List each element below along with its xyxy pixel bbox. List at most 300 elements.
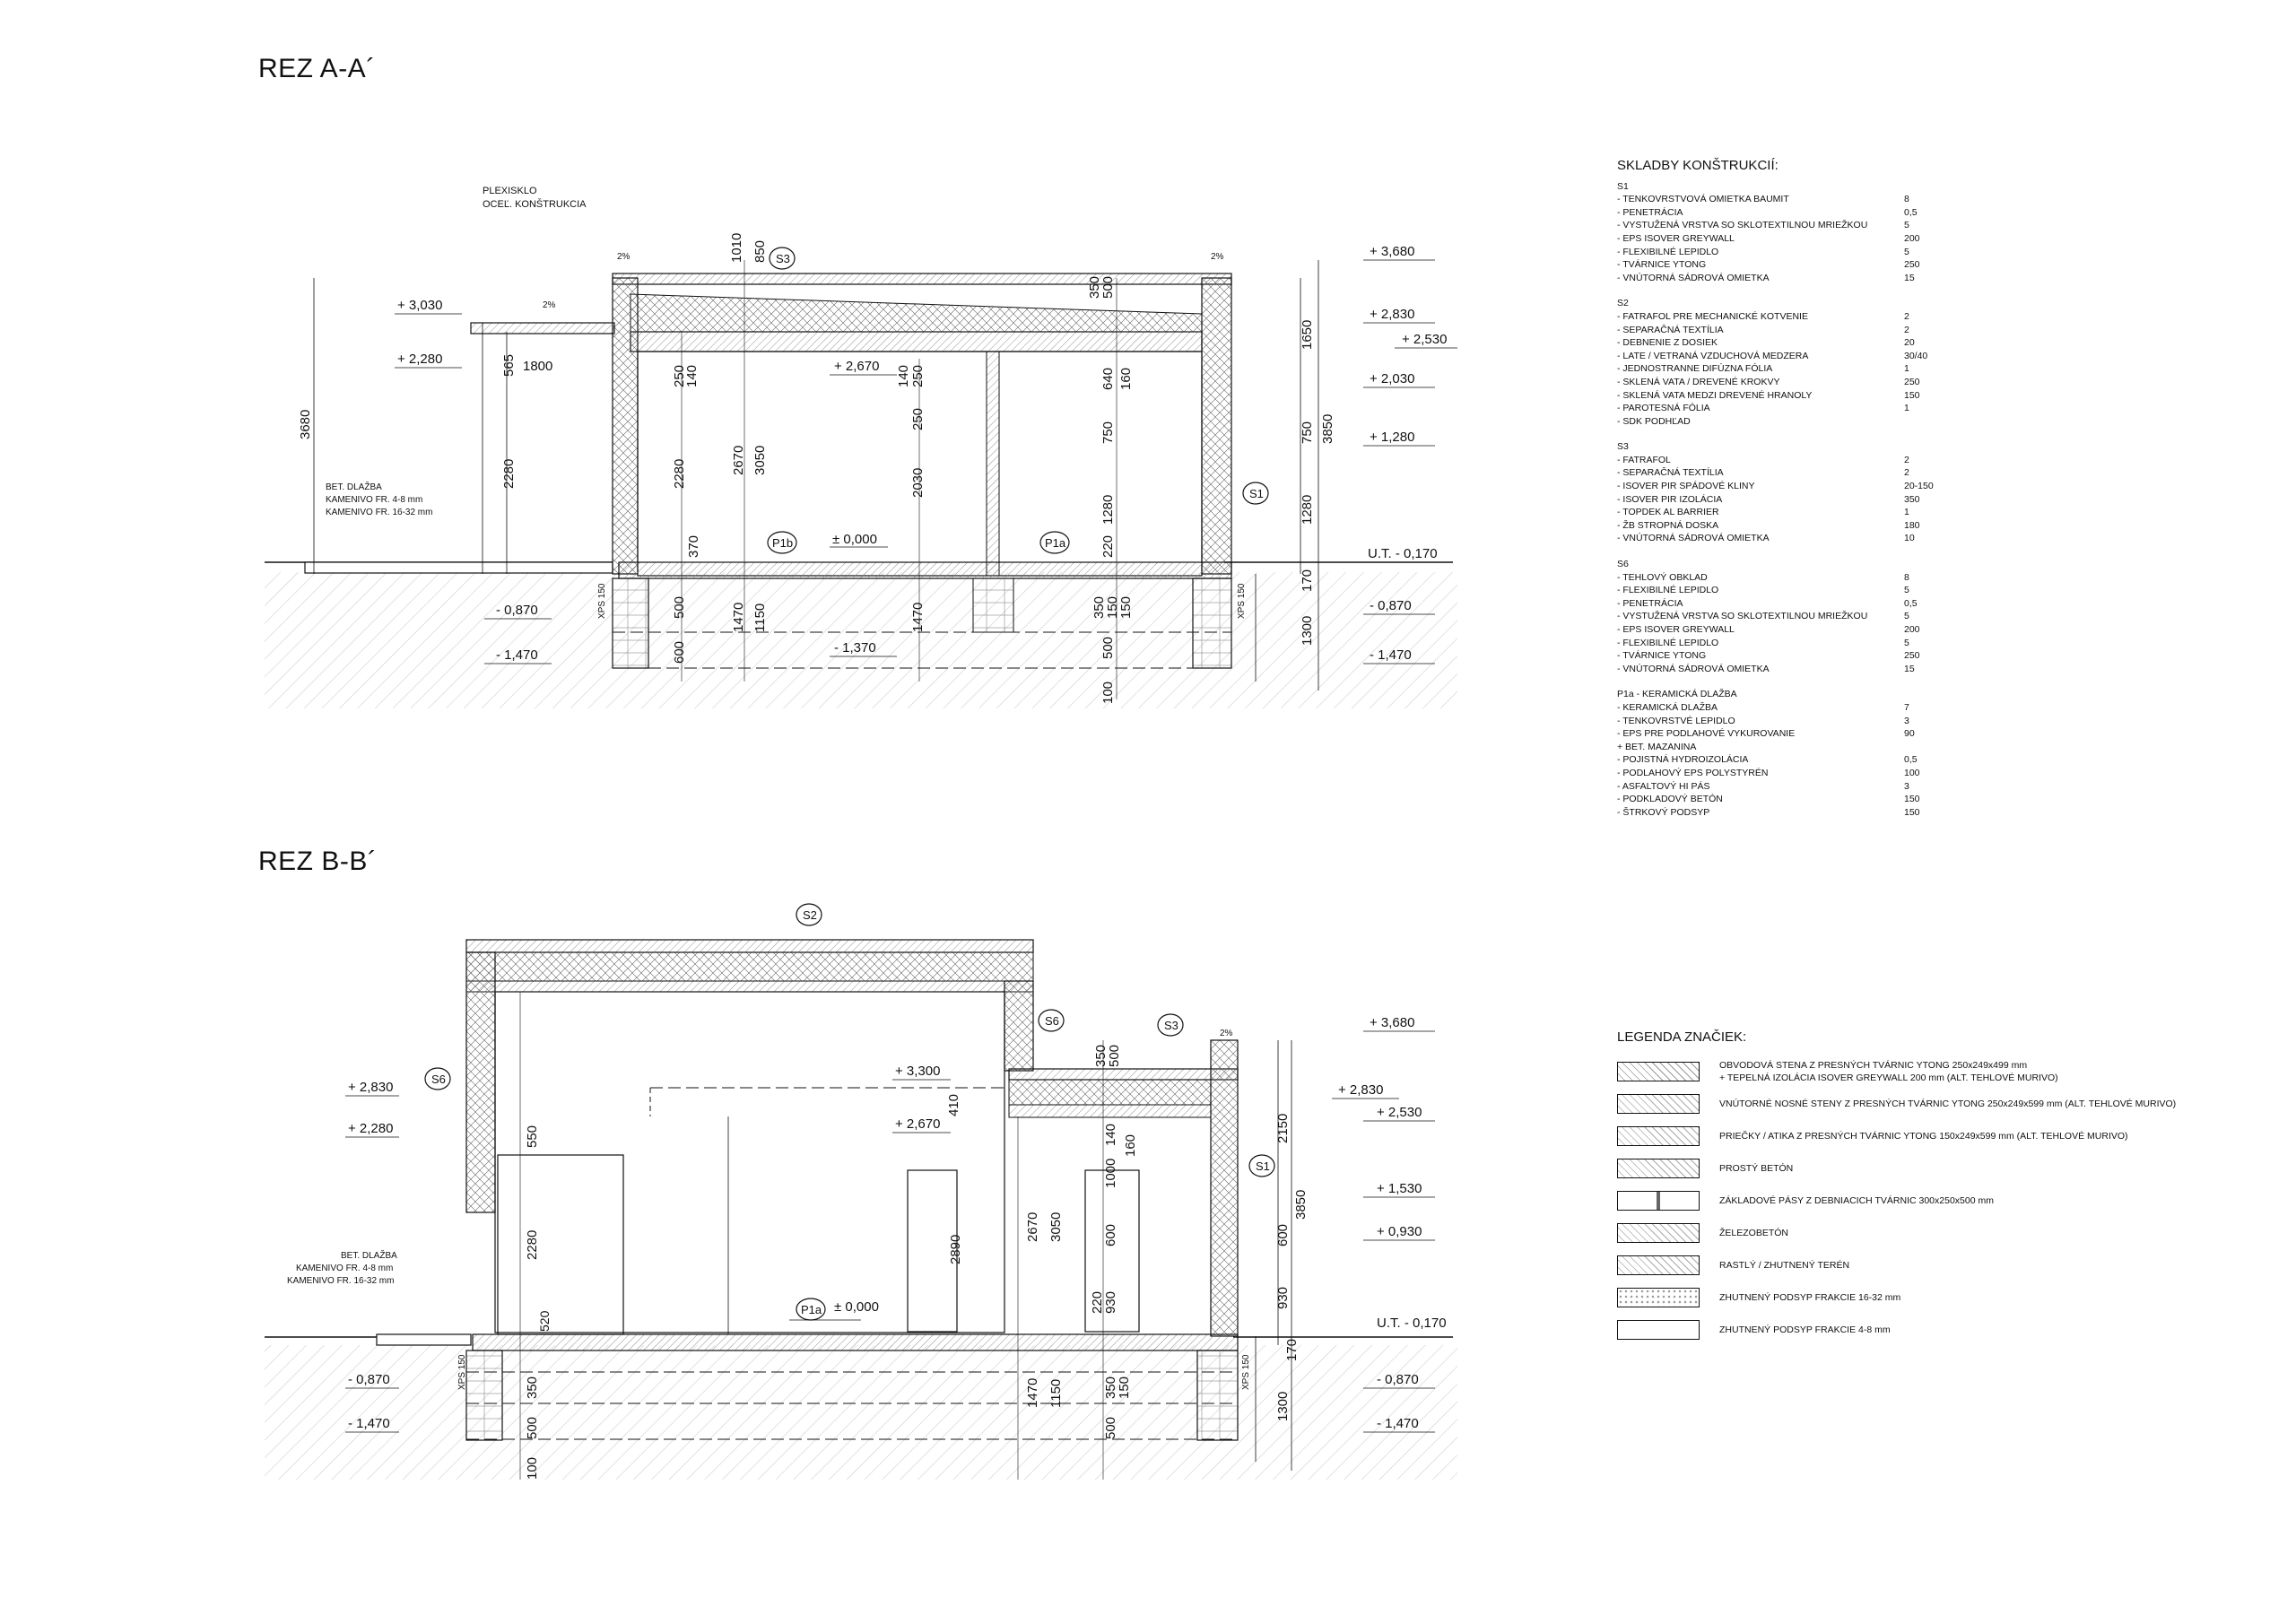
section-b-tag-p1a: P1a (801, 1303, 822, 1316)
schedule-thickness (1904, 741, 1940, 754)
schedule-layer: - PENETRÁCIA (1617, 206, 1683, 218)
legend-label-line1: VNÚTORNÉ NOSNÉ STENY Z PRESNÝCH TVÁRNIC YTONG 250x249x599 mm (ALT. TEHLOVÉ MURIVO) (1719, 1099, 2177, 1109)
legend-swatch (1617, 1159, 1700, 1178)
section-b-xps-right: XPS 150 (1241, 1354, 1251, 1390)
legend-swatch (1617, 1223, 1700, 1243)
section-a-dim-160: 160 (1118, 367, 1134, 390)
section-b-dim-410: 410 (946, 1093, 961, 1116)
section-a-dim-350b: 350 (1091, 595, 1107, 619)
schedule-layer: - TENKOVRSTVÉ LEPIDLO (1617, 715, 1735, 726)
schedule-row (1617, 727, 1940, 741)
schedule-layer: - ŠTRKOVÝ PODSYP (1617, 806, 1710, 818)
legend-heading: LEGENDA ZNAČIEK: (1617, 1029, 1747, 1045)
section-a-dim-370: 370 (686, 534, 701, 558)
section-a-dim-2670: 2670 (731, 445, 746, 475)
section-a-zero: ± 0,000 (832, 532, 877, 547)
legend-label-line1: RASTLÝ / ZHUTNENÝ TERÉN (1719, 1260, 1850, 1271)
section-a-dim-1280b: 1280 (1300, 494, 1315, 525)
section-a-tag-p1b: P1b (772, 536, 794, 550)
schedule-layer: - TEHLOVÝ OBKLAD (1617, 571, 1708, 583)
schedule-layer: - SEPARAČNÁ TEXTÍLIA (1617, 467, 1724, 479)
schedule-layer: - DEBNENIE Z DOSIEK (1617, 337, 1718, 349)
section-a-dim-3680: 3680 (298, 409, 313, 439)
section-b-dim-1150: 1150 (1048, 1378, 1064, 1408)
schedule-thickness: 200 (1904, 232, 1920, 244)
section-a-left-wall (613, 278, 638, 574)
schedule-row (1617, 584, 1940, 597)
schedule-layer: - SEPARAČNÁ TEXTÍLIA (1617, 324, 1724, 335)
schedule-layer: - FATRAFOL PRE MECHANICKÉ KOTVENIE (1617, 310, 1808, 322)
legend-swatch (1617, 1094, 1700, 1114)
schedule-thickness: 2 (1904, 454, 1909, 465)
section-a-dim-140a: 140 (684, 364, 700, 387)
schedule-group (1617, 558, 1940, 675)
section-b-dim-550: 550 (525, 1125, 540, 1148)
legend-label-line2: + TEPELNÁ IZOLÁCIA ISOVER GREYWALL 200 mm (ALT. TEHLOVÉ MURIVO) (1719, 1073, 2058, 1083)
section-a-plexisklo: PLEXISKLO (483, 186, 537, 196)
section-b-level-m1: + 2,670 (895, 1116, 941, 1132)
section-b-dim-160: 160 (1123, 1133, 1138, 1157)
schedule-group-name: P1a - KERAMICKÁ DLAŽBA (1617, 689, 1737, 700)
legend-swatch (1617, 1062, 1700, 1081)
legend-label (1719, 1162, 1793, 1175)
schedule-group (1617, 688, 1940, 819)
schedule-layer: + BET. MAZANINA (1617, 741, 1697, 752)
section-b-xps-left: XPS 150 (457, 1354, 467, 1390)
section-a-level-r0: + 3,680 (1370, 244, 1415, 259)
legend-item (1617, 1185, 2176, 1217)
schedule-layer: - SKLENÁ VATA / DREVENÉ KROKVY (1617, 376, 1780, 387)
schedule-row (1617, 454, 1940, 467)
schedule-thickness: 200 (1904, 624, 1920, 635)
section-a-drawing (265, 248, 1457, 708)
schedule-thickness: 1 (1904, 363, 1909, 375)
section-b-left-wall (466, 952, 495, 1212)
schedule-thickness (1904, 415, 1940, 429)
section-a-level-l2: - 0,870 (496, 603, 538, 618)
schedule-row (1617, 206, 1940, 220)
section-b-level-r0: + 3,680 (1370, 1015, 1415, 1030)
schedule-layer: - FLEXIBILNÉ LEPIDLO (1617, 585, 1719, 596)
section-a-dim-3050: 3050 (752, 445, 768, 475)
legend-label (1719, 1227, 1788, 1239)
schedule-thickness: 8 (1904, 194, 1909, 205)
legend-label-line1: OBVODOVÁ STENA Z PRESNÝCH TVÁRNIC YTONG 250x249x499 mm (1719, 1060, 2028, 1071)
schedule-layer: - TVÁRNICE YTONG (1617, 259, 1707, 271)
legend-item (1617, 1281, 2176, 1314)
schedule-row (1617, 597, 1940, 611)
section-b-dim-3850: 3850 (1293, 1189, 1309, 1220)
section-a-slope-2: 2% (543, 300, 556, 310)
section-b-zero: ± 0,000 (834, 1299, 879, 1315)
section-b-bet-dlazba: BET. DLAŽBA (341, 1251, 397, 1261)
schedule-thickness: 180 (1904, 519, 1920, 531)
schedule-thickness: 250 (1904, 376, 1920, 387)
section-a-tag-s1: S1 (1249, 487, 1264, 500)
schedule-layer: - PAROTESNÁ FÓLIA (1617, 403, 1710, 414)
legend-label-line1: ŽELEZOBETÓN (1719, 1228, 1789, 1238)
schedule-layer: - ŽB STROPNÁ DOSKA (1617, 519, 1719, 531)
legend-label (1719, 1059, 2058, 1084)
schedule-row (1617, 362, 1940, 376)
section-b-tag-s6b: S6 (1045, 1014, 1059, 1028)
section-a-dim-140b: 140 (896, 364, 911, 387)
legend-label-line1: ZHUTNENÝ PODSYP FRAKCIE 4-8 mm (1719, 1324, 1891, 1335)
legend-item (1617, 1152, 2176, 1185)
schedule-thickness: 250 (1904, 259, 1920, 271)
schedule-thickness: 5 (1904, 585, 1909, 596)
section-a-kamenivo-1632: KAMENIVO FR. 16-32 mm (326, 508, 433, 517)
section-a-level-r5: - 0,870 (1370, 598, 1412, 613)
section-a-level-r3: + 2,030 (1370, 371, 1415, 386)
section-b-tag-s2: S2 (803, 908, 817, 922)
section-a-slope-3: 2% (1211, 252, 1224, 262)
section-a-roof-deck (613, 274, 1231, 284)
schedule-thickness: 5 (1904, 637, 1909, 648)
section-b-level-r6: - 1,470 (1377, 1416, 1419, 1431)
schedule-thickness: 3 (1904, 780, 1909, 792)
section-a-tag-p1a: P1a (1045, 536, 1066, 550)
section-b-dim-3050: 3050 (1048, 1211, 1064, 1242)
schedule-layer: - PENETRÁCIA (1617, 597, 1683, 609)
section-a-dim-1800: 1800 (523, 359, 553, 374)
schedule-group (1617, 440, 1940, 545)
section-b-kamenivo-48: KAMENIVO FR. 4-8 mm (296, 1264, 394, 1273)
schedule-thickness: 7 (1904, 701, 1909, 713)
schedule-row (1617, 493, 1940, 507)
schedule-group-name: S1 (1617, 180, 1629, 192)
section-b-dim-500c: 500 (1103, 1416, 1118, 1439)
schedule-row (1617, 246, 1940, 259)
schedule-row (1617, 376, 1940, 389)
section-b-level-l2: - 0,870 (348, 1372, 390, 1387)
legend-item (1617, 1120, 2176, 1152)
section-a-right-wall (1202, 278, 1231, 574)
schedule-layer: - VYSTUŽENÁ VRSTVA SO SKLOTEXTILNOU MRIEŽKOU (1617, 220, 1868, 231)
schedule-thickness: 0,5 (1904, 754, 1918, 766)
section-b-tag-s6a: S6 (431, 1073, 446, 1086)
schedule-thickness: 15 (1904, 272, 1915, 283)
section-b-dim-520: 520 (537, 1310, 552, 1332)
section-b-dim-600a: 600 (1103, 1223, 1118, 1246)
schedule-thickness: 1 (1904, 403, 1909, 414)
legend-swatch (1617, 1288, 1700, 1307)
section-b-level-m0: + 3,300 (895, 1064, 941, 1079)
schedule-group-name: S3 (1617, 441, 1629, 453)
section-a-level-r4: + 1,280 (1370, 430, 1415, 445)
schedule-row (1617, 806, 1940, 820)
schedule-row (1617, 780, 1940, 794)
schedule-thickness: 350 (1904, 493, 1920, 505)
section-a-dim-100: 100 (1100, 681, 1116, 704)
schedule-thickness: 8 (1904, 571, 1909, 583)
schedule-row (1617, 519, 1940, 533)
schedule-row (1617, 701, 1940, 715)
legend-label (1719, 1324, 1891, 1336)
section-b-dim-2670: 2670 (1025, 1211, 1040, 1242)
schedule-row (1617, 402, 1940, 415)
schedule-row (1617, 649, 1940, 663)
section-a-paving (305, 562, 613, 573)
schedule-group (1617, 297, 1940, 428)
schedule-thickness: 3 (1904, 715, 1909, 726)
legend-item (1617, 1314, 2176, 1346)
section-a-dim-2030: 2030 (910, 467, 926, 498)
schedule-group (1617, 180, 1940, 285)
schedule-thickness: 5 (1904, 611, 1909, 622)
section-b-dim-170: 170 (1284, 1338, 1300, 1361)
section-b-level-l1: + 2,280 (348, 1121, 394, 1136)
schedule-layer: - PODKLADOVÝ BETÓN (1617, 794, 1723, 805)
section-a-dim-565: 565 (501, 353, 517, 377)
schedule-thickness: 15 (1904, 663, 1915, 674)
schedule-row (1617, 610, 1940, 623)
schedule-layer: - VNÚTORNÁ SÁDROVÁ OMIETKA (1617, 533, 1770, 544)
schedule-layer: - ISOVER PIR IZOLÁCIA (1617, 493, 1723, 505)
section-a-ut: U.T. - 0,170 (1368, 546, 1438, 561)
section-a-canopy (471, 323, 614, 334)
section-a-dim-2280b: 2280 (672, 458, 687, 489)
section-a-level-m0: + 2,670 (834, 359, 880, 374)
section-b-slope: 2% (1220, 1029, 1233, 1038)
section-a-kamenivo-48: KAMENIVO FR. 4-8 mm (326, 495, 423, 505)
section-b-tag-s3: S3 (1164, 1019, 1178, 1032)
legend-label (1719, 1259, 1849, 1272)
schedule-row (1617, 193, 1940, 206)
section-a-dim-850: 850 (752, 239, 768, 263)
section-b-level-r1: + 2,830 (1338, 1082, 1384, 1098)
legend-swatch (1617, 1255, 1700, 1275)
schedule-row (1617, 571, 1940, 585)
schedule-layer: - KERAMICKÁ DLAŽBA (1617, 701, 1718, 713)
schedule-row (1617, 637, 1940, 650)
schedule-layer: - LATE / VETRANÁ VZDUCHOVÁ MEDZERA (1617, 350, 1809, 361)
section-b-tag-s1: S1 (1256, 1159, 1270, 1173)
section-a-dim-500b: 500 (672, 595, 687, 619)
schedule-row (1617, 310, 1940, 324)
schedule-thickness: 100 (1904, 767, 1920, 778)
section-a-dim-2280a: 2280 (501, 458, 517, 489)
section-b-level-l3: - 1,470 (348, 1416, 390, 1431)
schedule-layer: - SDK PODHĽAD (1617, 415, 1691, 427)
schedule-layer: - ASFALTOVÝ HI PÁS (1617, 780, 1710, 792)
section-a-dim-150a: 150 (1105, 595, 1120, 619)
section-a-level-l1: + 2,280 (397, 352, 443, 367)
schedule-layer: - FATRAFOL (1617, 454, 1671, 465)
schedule-row (1617, 219, 1940, 232)
schedule-layer: - FLEXIBILNÉ LEPIDLO (1617, 637, 1719, 648)
schedule-layer: - TVÁRNICE YTONG (1617, 650, 1707, 662)
schedule-layer: - EPS PRE PODLAHOVÉ VYKUROVANIE (1617, 728, 1796, 740)
section-a-dim-1280a: 1280 (1100, 494, 1116, 525)
legend-label (1719, 1098, 2176, 1110)
section-b-dim-930b: 930 (1275, 1286, 1291, 1309)
section-b-dim-350c: 350 (1103, 1376, 1118, 1399)
section-b-level-r2: + 2,530 (1377, 1105, 1422, 1120)
section-a-floor-slab (619, 562, 1231, 578)
schedule-thickness: 2 (1904, 310, 1909, 322)
schedule-thickness: 150 (1904, 389, 1920, 401)
schedule-row (1617, 350, 1940, 363)
schedule-thickness: 150 (1904, 794, 1920, 805)
legend (1617, 1029, 2176, 1346)
section-b-dim-500b: 500 (525, 1416, 540, 1439)
legend-swatch (1617, 1126, 1700, 1146)
section-a-level-m1: - 1,370 (834, 640, 876, 656)
section-b-roof-deck (466, 940, 1033, 952)
section-a-dim-1470a: 1470 (731, 602, 746, 632)
section-a-dim-1650: 1650 (1300, 319, 1315, 350)
section-a-dim-150b: 150 (1118, 595, 1134, 619)
section-b-dim-1470: 1470 (1025, 1377, 1040, 1408)
schedule-layer: - TENKOVRSTVOVÁ OMIETKA BAUMIT (1617, 194, 1789, 205)
schedule-thickness: 20 (1904, 337, 1915, 349)
section-a-level-l3: - 1,470 (496, 647, 538, 663)
schedule-thickness: 150 (1904, 806, 1920, 818)
section-b-dim-2890: 2890 (948, 1234, 963, 1264)
section-b-dim-220: 220 (1090, 1290, 1105, 1314)
section-b-floor-slab (473, 1334, 1238, 1350)
schedule-thickness: 5 (1904, 220, 1909, 231)
schedule-layer: - PODLAHOVÝ EPS POLYSTYRÉN (1617, 767, 1769, 778)
schedule-row (1617, 232, 1940, 246)
schedule-thickness: 90 (1904, 728, 1915, 740)
schedule-thickness: 2 (1904, 324, 1909, 335)
legend-label (1719, 1130, 2128, 1142)
section-a-dim-1470b: 1470 (910, 602, 926, 632)
section-a-dim-170: 170 (1300, 569, 1315, 592)
legend-item (1617, 1055, 2176, 1088)
schedule-thickness: 30/40 (1904, 350, 1928, 361)
section-a-dim-1150: 1150 (752, 603, 768, 632)
section-b-level-r4: + 0,930 (1377, 1224, 1422, 1239)
section-a-title: REZ A-A´ (258, 54, 376, 83)
schedule-group-name: S2 (1617, 298, 1629, 309)
section-a-level-r6: - 1,470 (1370, 647, 1412, 663)
section-a-xps-right: XPS 150 (1237, 583, 1247, 619)
legend-swatch (1617, 1320, 1700, 1340)
section-b-dim-150: 150 (1117, 1376, 1132, 1399)
schedule-thickness: 0,5 (1904, 597, 1918, 609)
schedule-layer: - VNÚTORNÁ SÁDROVÁ OMIETKA (1617, 663, 1770, 674)
section-a-dim-500a: 500 (1100, 275, 1116, 299)
schedule-thickness: 0,5 (1904, 206, 1918, 218)
schedule-layer: - POJISTNÁ HYDROIZOLÁCIA (1617, 754, 1749, 766)
legend-label-line1: PRIEČKY / ATIKA Z PRESNÝCH TVÁRNIC YTONG 150x249x599 mm (ALT. TEHLOVÉ MURIVO) (1719, 1131, 2128, 1142)
schedule-layer: - ISOVER PIR SPÁDOVÉ KLINY (1617, 481, 1755, 492)
schedule-thickness: 1 (1904, 507, 1909, 518)
schedule-row (1617, 753, 1940, 767)
section-b-dim-930a: 930 (1103, 1290, 1118, 1314)
schedule-row (1617, 715, 1940, 728)
section-a-dim-250c: 250 (910, 407, 926, 430)
schedule-row (1617, 767, 1940, 780)
schedule-row (1617, 389, 1940, 403)
schedule-row (1617, 623, 1940, 637)
schedule-heading: SKLADBY KONŠTRUKCIÍ: (1617, 158, 1779, 173)
section-b-ut: U.T. - 0,170 (1377, 1316, 1447, 1331)
section-a-level-r1: + 2,830 (1370, 307, 1415, 322)
section-b-dim-350a: 350 (1093, 1044, 1109, 1067)
legend-swatch (1617, 1191, 1700, 1211)
section-a-dim-1300: 1300 (1300, 615, 1315, 646)
section-b-dim-2280: 2280 (525, 1229, 540, 1260)
schedule-row (1617, 506, 1940, 519)
legend-label (1719, 1291, 1900, 1304)
section-a-dim-750b: 750 (1300, 421, 1315, 444)
schedule-thickness: 20-150 (1904, 481, 1934, 492)
section-b-dim-1300: 1300 (1275, 1391, 1291, 1421)
section-a-bet-dlazba: BET. DLAŽBA (326, 482, 382, 492)
section-a-dim-640: 640 (1100, 367, 1116, 390)
section-a-xps-left: XPS 150 (597, 583, 607, 619)
schedule-thickness: 5 (1904, 246, 1909, 257)
schedule-layer: - TOPDEK AL BARRIER (1617, 507, 1719, 518)
section-b-dim-2150: 2150 (1275, 1113, 1291, 1143)
legend-item (1617, 1249, 2176, 1281)
schedule-row (1617, 258, 1940, 272)
section-b-right-wall (1211, 1040, 1238, 1336)
legend-item (1617, 1088, 2176, 1120)
section-a-slope-1: 2% (617, 252, 631, 262)
section-a-dim-750a: 750 (1100, 421, 1116, 444)
schedule-layer: - JEDNOSTRANNE DIFÚZNA FÓLIA (1617, 363, 1773, 375)
schedule-thickness: 10 (1904, 533, 1915, 544)
section-b-dim-500a: 500 (1107, 1044, 1122, 1067)
section-a-dim-350a: 350 (1087, 275, 1102, 299)
section-b-level-r5: - 0,870 (1377, 1372, 1419, 1387)
schedule-layer: - EPS ISOVER GREYWALL (1617, 232, 1735, 244)
section-a-level-l0: + 3,030 (397, 298, 443, 313)
section-b-level-r3: + 1,530 (1377, 1181, 1422, 1196)
legend-label-line1: ZÁKLADOVÉ PÁSY Z DEBNIACICH TVÁRNIC 300x250x500 mm (1719, 1195, 1994, 1206)
section-a-dim-600: 600 (672, 640, 687, 664)
schedule-layer: - VNÚTORNÁ SÁDROVÁ OMIETKA (1617, 272, 1770, 283)
schedule-row (1617, 415, 1940, 429)
schedule-thickness: 2 (1904, 467, 1909, 479)
section-b-dim-140: 140 (1103, 1123, 1118, 1146)
schedule-row (1617, 532, 1940, 545)
section-b-dim-1000: 1000 (1103, 1158, 1118, 1188)
legend-label-line1: PROSTÝ BETÓN (1719, 1163, 1794, 1174)
section-a-level-r2: + 2,530 (1402, 332, 1448, 347)
section-b-level-l0: + 2,830 (348, 1080, 394, 1095)
legend-item (1617, 1217, 2176, 1249)
section-b-title: REZ B-B´ (258, 847, 378, 876)
schedule-row (1617, 466, 1940, 480)
schedule-row (1617, 336, 1940, 350)
schedule-layer: - SKLENÁ VATA MEDZI DREVENÉ HRANOLY (1617, 389, 1813, 401)
schedule-row (1617, 793, 1940, 806)
schedule-layer: - EPS ISOVER GREYWALL (1617, 624, 1735, 635)
schedule-row (1617, 272, 1940, 285)
section-a-dim-220: 220 (1100, 534, 1116, 558)
section-a-dim-250b: 250 (910, 364, 926, 387)
section-b-dim-350b: 350 (525, 1376, 540, 1399)
schedule-row (1617, 663, 1940, 676)
section-a-dim-1010: 1010 (729, 232, 744, 263)
legend-label (1719, 1194, 1994, 1207)
schedule-thickness: 250 (1904, 650, 1920, 662)
schedule-group-name: S6 (1617, 559, 1629, 570)
schedule-row (1617, 480, 1940, 493)
section-b-kamenivo-1632: KAMENIVO FR. 16-32 mm (287, 1276, 395, 1286)
section-a-dim-500c: 500 (1100, 636, 1116, 659)
section-a-dim-3850: 3850 (1320, 413, 1335, 444)
legend-label-line1: ZHUTNENÝ PODSYP FRAKCIE 16-32 mm (1719, 1292, 1901, 1303)
composition-schedule (1617, 160, 1940, 831)
schedule-layer: - FLEXIBILNÉ LEPIDLO (1617, 246, 1719, 257)
